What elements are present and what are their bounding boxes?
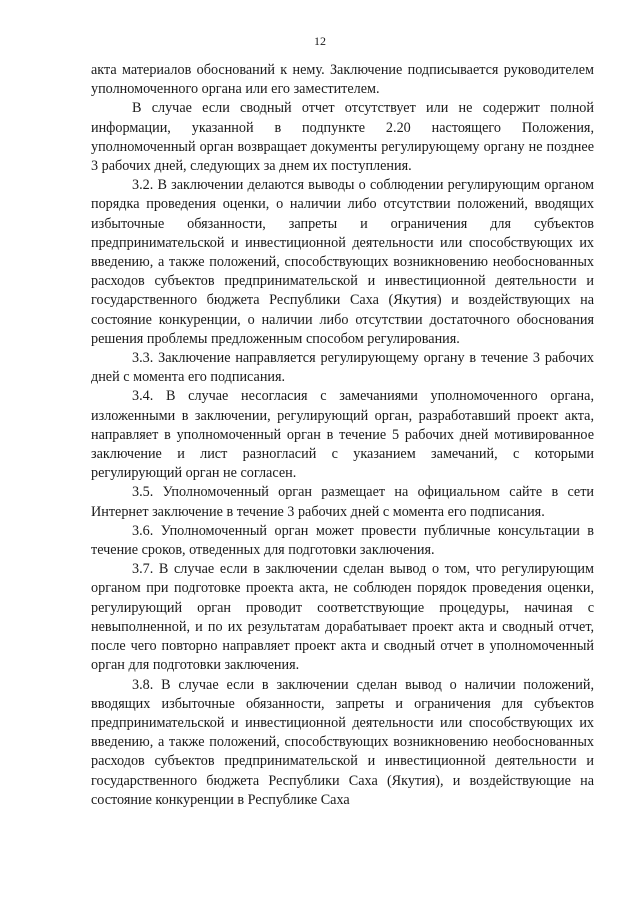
paragraph-3-3: 3.3. Заключение направляется регулирующему органу в течение 3 рабочих дней с момента его подписания. (91, 350, 594, 386)
paragraph-3-6: 3.6. Уполномоченный орган может провести публичные консультации в течение сроков, отведенных для подготовки заключения. (91, 522, 594, 559)
paragraph-3-7: 3.7. В случае если в заключении сделан вывод о том, что регулирующим органом при подготовке проекта акта, не соблюден порядок проведения оценки, регулирующий орган проводит соответствующие процедуры, начиная с невыполненной, и по их результатам дорабатывает проект акта и сводный отчет, после чего повторно направляет проект акта и сводный отчет в уполномоченный орган для подготовки заключения. (91, 561, 594, 674)
paragraph-3-5: 3.5. Уполномоченный орган размещает на официальном сайте в сети Интернет заключение в течение 3 рабочих дней с момента его подписания. (91, 484, 594, 520)
paragraph-signature-continuation: акта материалов обоснований к нему. Заключение подписывается руководителем уполномоченного органа или его заместителем. (91, 62, 594, 98)
document-body (91, 61, 594, 810)
paragraph-3-2: 3.2. В заключении делаются выводы о соблюдении регулирующим органом порядка проведения оценки, о наличии либо отсутствии положений, вводящих избыточные обязанности, запреты и ограничения для субъектов предпринимательской и инвестиционной деятельности или способствующих их введению, а также положений, способствующих возникновению необоснованных расходов субъектов предпринимательской и инвестиционной деятельности и государственного бюджета Республики Саха (Якутия) и воздействующих на состояние конкуренции, о наличии либо отсутствии достаточного обоснования решения проблемы предложенным способом регулирования. (91, 177, 594, 347)
page-number: 12 (314, 34, 326, 48)
paragraph-missing-report: В случае если сводный отчет отсутствует или не содержит полной информации, указанной в подпункте 2.20 настоящего Положения, уполномоченный орган возвращает документы регулирующему органу не позднее 3 рабочих дней, следующих за днем их поступления. (91, 100, 594, 175)
paragraph-3-8: 3.8. В случае если в заключении сделан вывод о наличии положений, вводящих избыточные обязанности, запреты и ограничения для субъектов предпринимательской и инвестиционной деятельности или способствующих их введению, а также положений, способствующих возникновению необоснованных расходов субъектов предпринимательской и инвестиционной деятельности и государственного бюджета Республики Саха (Якутия), и воздействующие на состояние конкуренции в Республике Саха (91, 676, 594, 808)
paragraph-3-4: 3.4. В случае несогласия с замечаниями уполномоченного органа, изложенными в заключении, регулирующий орган, разработавший проект акта, направляет в уполномоченный орган в течение 5 рабочих дней мотивированное заключение и лист разногласий с указанием замечаний, с которыми регулирующий орган не согласен. (91, 388, 594, 482)
